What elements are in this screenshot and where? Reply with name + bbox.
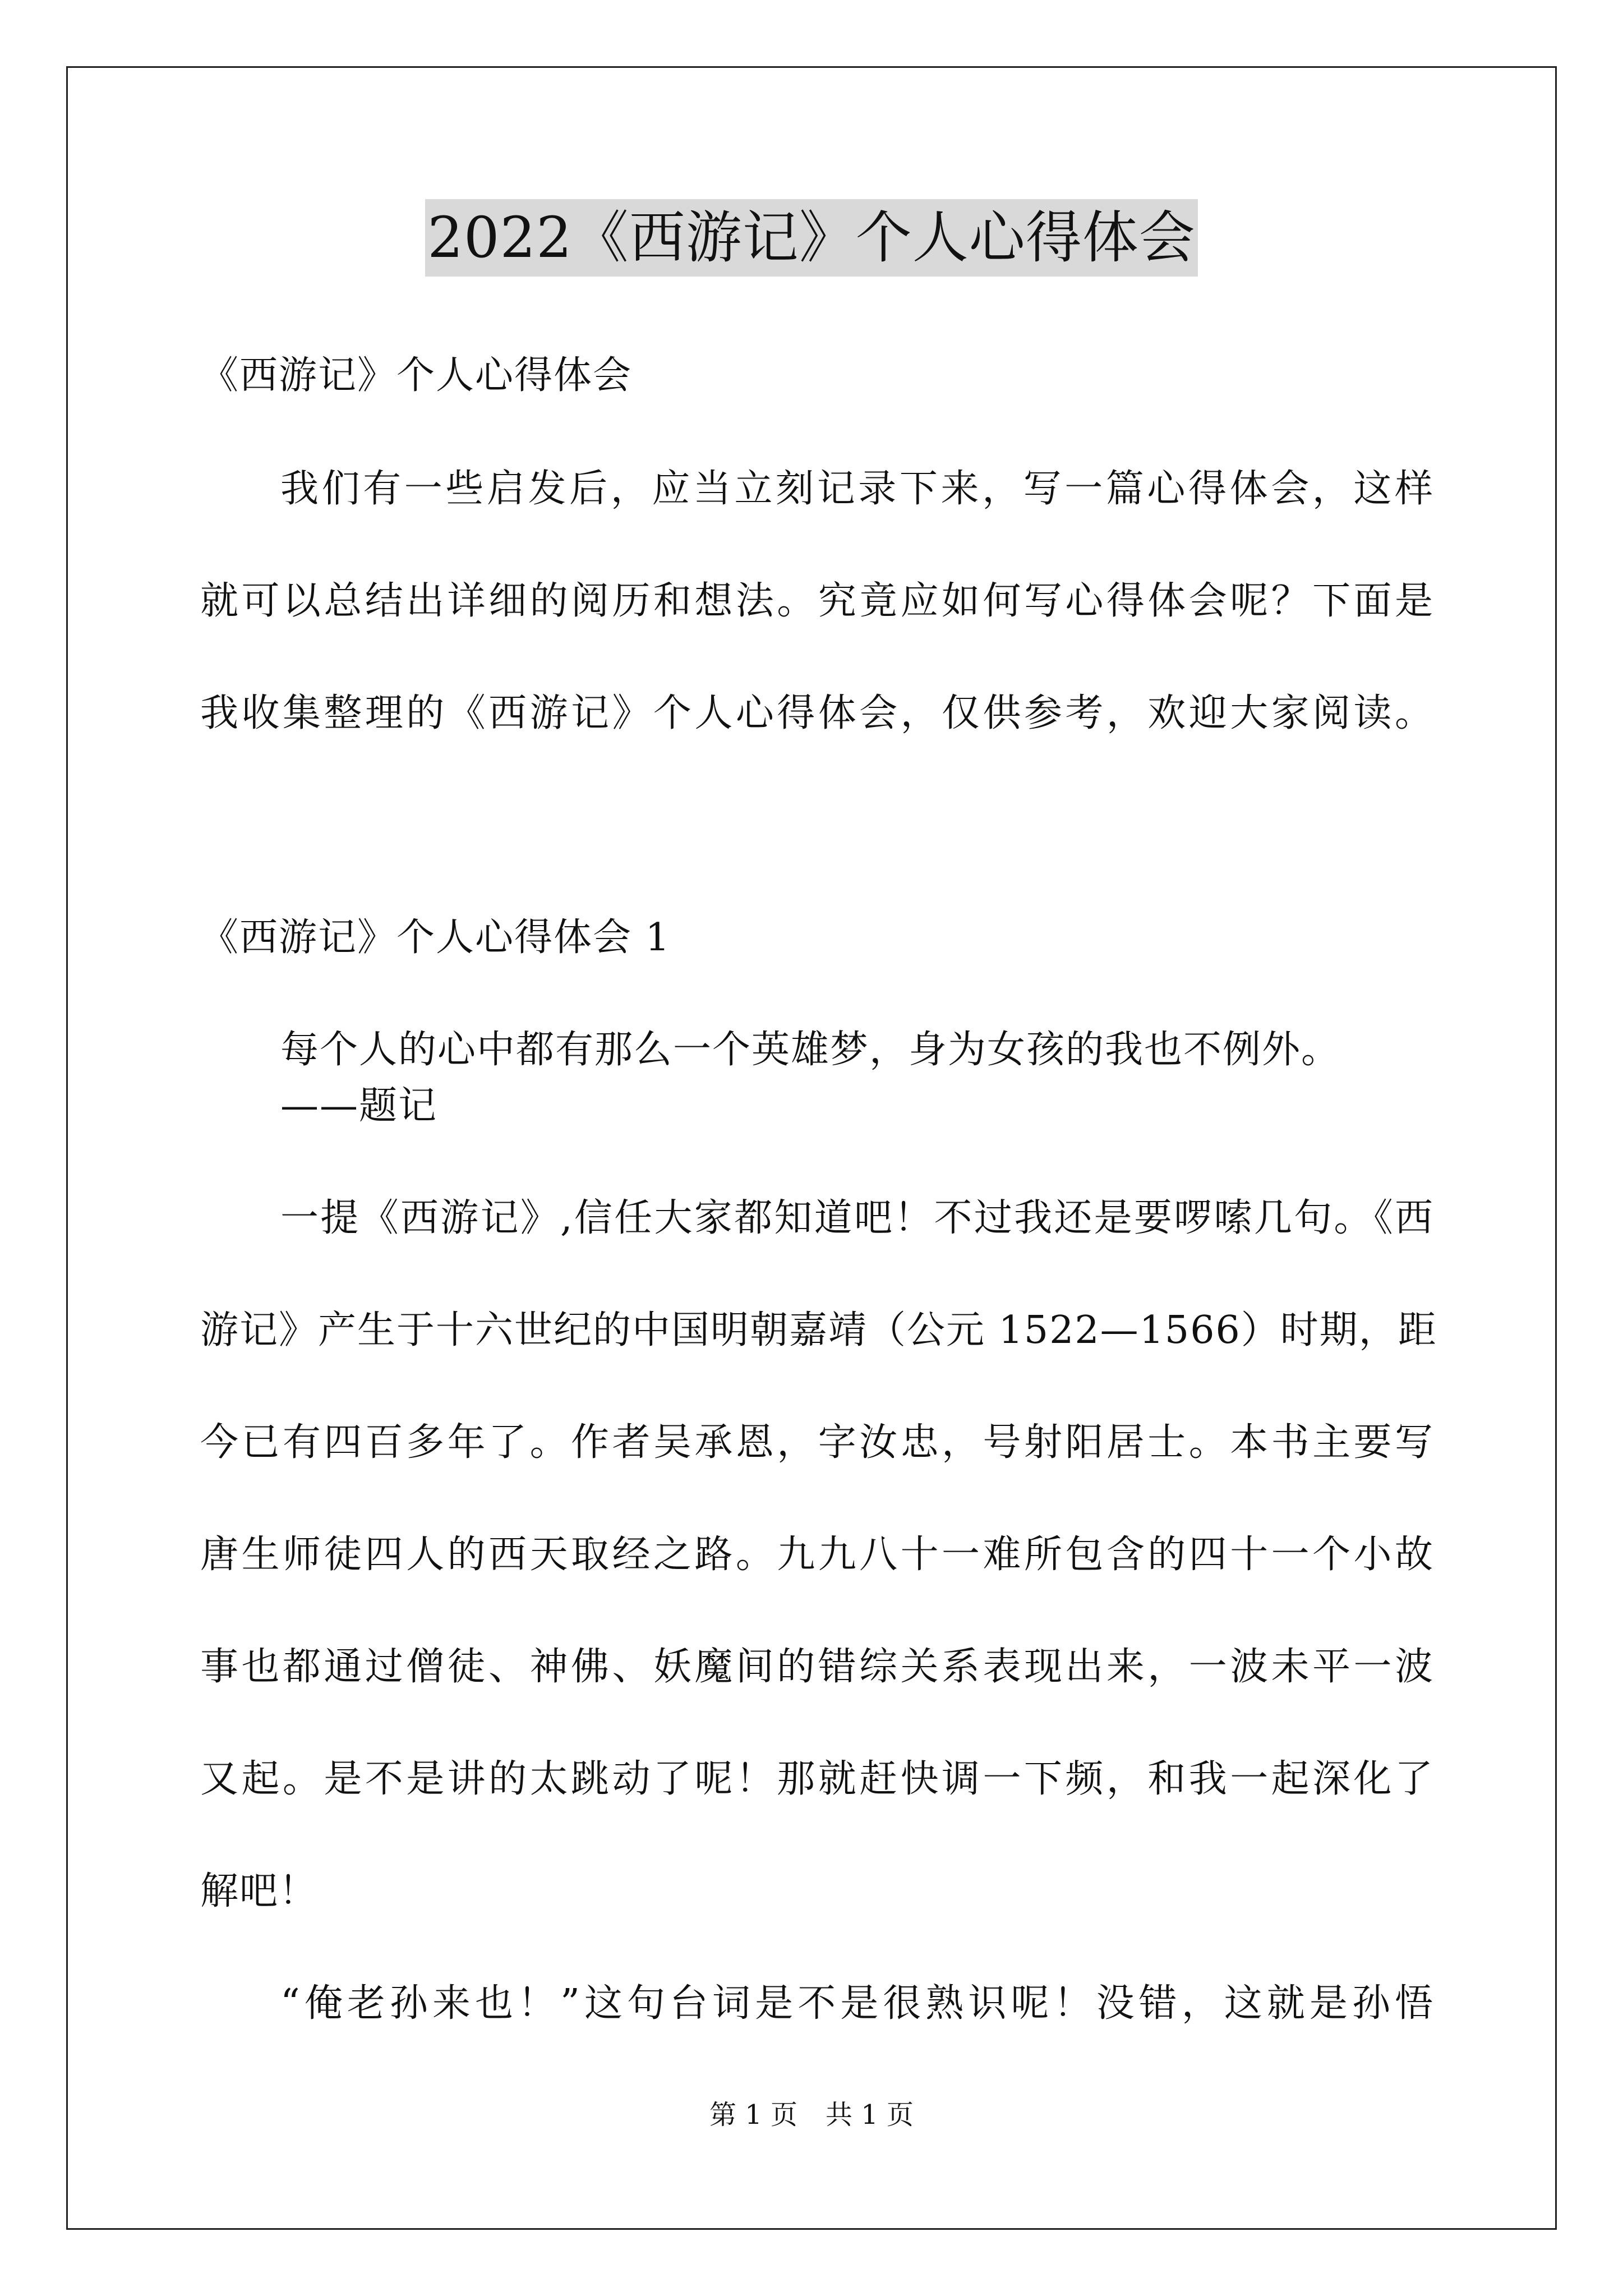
paragraph-line: 就可以总结出详细的阅历和想法。究竟应如何写心得体会呢？下面是 [200, 579, 1434, 623]
section-heading: 《西游记》个人心得体会 [200, 353, 633, 398]
paragraph-line: 今已有四百多年了。作者吴承恩，字汝忠，号射阳居士。本书主要写 [200, 1420, 1434, 1465]
page-total: 共 1 页 [826, 2099, 914, 2131]
paragraph-line: “俺老孙来也！”这句台词是不是很熟识呢！没错，这就是孙悟 [280, 1981, 1434, 2026]
epigraph-attribution: ——题记 [280, 1084, 438, 1128]
document-title: 2022《西游记》个人心得体会 [425, 199, 1198, 277]
paragraph-line: 一提《西游记》,信任大家都知道吧！不过我还是要啰嗦几句。《西 [280, 1196, 1434, 1240]
section-heading: 《西游记》个人心得体会 1 [200, 915, 671, 960]
paragraph-line: 唐生师徒四人的西天取经之路。九九八十一难所包含的四十一个小故 [200, 1533, 1434, 1577]
paragraph-line: 我们有一些启发后，应当立刻记录下来，写一篇心得体会，这样 [280, 467, 1434, 511]
document-body [200, 348, 1437, 2032]
page-number: 第 1 页 [709, 2099, 797, 2131]
page-footer [0, 2098, 1623, 2132]
title-wrap [0, 199, 1623, 277]
paragraph-line: 又起。是不是讲的太跳动了呢！那就赶快调一下频，和我一起深化了 [200, 1757, 1434, 1801]
paragraph-line: 事也都通过僧徒、神佛、妖魔间的错综关系表现出来，一波未平一波 [200, 1645, 1434, 1689]
paragraph-line: 游记》产生于十六世纪的中国明朝嘉靖（公元 1522—1566）时期，距 [200, 1308, 1437, 1352]
paragraph-line: 解吧！ [200, 1869, 319, 1913]
paragraph-line: 每个人的心中都有那么一个英雄梦，身为女孩的我也不例外。 [280, 1028, 1341, 1072]
paragraph-line: 我收集整理的《西游记》个人心得体会，仅供参考，欢迎大家阅读。 [200, 691, 1434, 735]
